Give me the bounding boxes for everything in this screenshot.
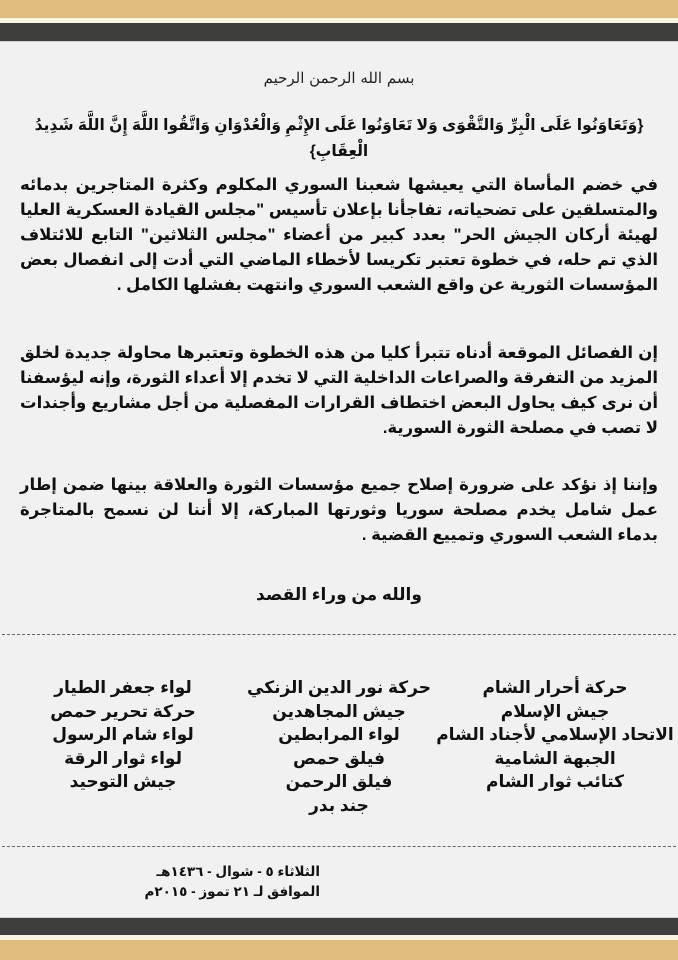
date-gregorian: الموافق لـ ٢١ تموز - ٢٠١٥م: [144, 884, 320, 899]
signatory: جيش المجاهدين: [272, 701, 406, 721]
signatory: الاتحاد الإسلامي لأجناد الشام: [436, 725, 674, 744]
signatory: كتائب ثوار الشام: [485, 772, 625, 791]
signatory: لواء ثوار الرقة: [64, 748, 182, 768]
signatories-column-right: [436, 676, 674, 794]
dashed-divider-bottom: [2, 846, 676, 847]
bottom-gold-band: [0, 940, 678, 960]
signatory: جيش الإسلام: [500, 701, 610, 721]
paragraph-1: في خضم المأساة التي يعيشها شعبنا السوري المكلوم وكثرة المتاجرين بدمائه والمتسلقين على تضحياته، تفاجأنا بإعلان تأسيس "مجلس القيادة العسكرية العليا لهيئة أركان الجيش الحر" بعدد كبير من أعضاء "مجلس الثلاثين" التابع للائتلاف الذي تم حله، في خطوة تعتبر تكريسا لأخطاء الماضي التي أدت إلى انفصال بعض المؤسسات الثورية عن واقع الشعب السوري وانتهت بفشلها الكامل .: [20, 176, 658, 294]
basmala-text: بسم الله الرحمن الرحيم: [263, 69, 415, 87]
signatory: لواء شام الرسول: [52, 725, 194, 744]
signatories-column-middle: [234, 676, 444, 817]
basmala-calligraphy: [0, 68, 678, 88]
signatory: حركة نور الدين الزنكي: [247, 678, 431, 697]
paragraph-2: إن الفصائل الموقعة أدناه تتبرأ كليا من هذه الخطوة وتعتبرها محاولة جديدة لخلق المزيد من التفرقة والصراعات الداخلية التي لا تخدم إلا أعداء الثورة، وإنه ليؤسفنا أن نرى كيف يحاول البعض اختطاف القرارات المفصلية من أجل مشاريع وأجندات لا تصب في مصلحة الثورة السورية.: [20, 344, 658, 437]
paragraph-3: وإننا إذ نؤكد على ضرورة إصلاح جميع مؤسسات الثورة والعلاقة بينها ضمن إطار عمل شامل يخدم مصلحة سوريا وثورتها المباركة، إلا أننا لن نسمح بالمتاجرة بدماء الشعب السوري وتمييع القضية .: [20, 476, 658, 544]
signatory: حركة تحرير حمص: [50, 701, 196, 721]
dashed-divider-top: [2, 634, 676, 635]
signatories-block: [0, 676, 678, 841]
signatory: جند بدر: [309, 795, 369, 815]
top-dark-band: [0, 23, 678, 42]
signatory: جيش التوحيد: [69, 772, 177, 791]
signatory: لواء المرابطين: [278, 725, 400, 744]
closing-phrase: والله من وراء القصد: [256, 585, 422, 604]
date-hijri: الثلاثاء ٥ - شوال - ١٤٣٦هـ: [156, 864, 320, 879]
signatory: فيلق الرحمن: [285, 772, 393, 791]
signatory: حركة أحرار الشام: [482, 678, 628, 697]
top-gold-band: [0, 0, 678, 18]
bottom-dark-band: [0, 917, 678, 935]
signatory: فيلق حمص: [293, 748, 385, 768]
signatory: الجبهة الشامية: [494, 748, 616, 768]
signatory: لواء جعفر الطيار: [54, 678, 192, 697]
date-block: [20, 862, 320, 902]
quran-verse: {وَتَعَاوَنُوا عَلَى الْبِرِّ وَالتَّقْوَى وَلا تَعَاوَنُوا عَلَى الإِثْمِ وَالْعُدْوَانِ وَاتَّقُوا اللَّهَ إِنَّ اللَّهَ شَدِيدُ الْعِقَابِ}: [34, 117, 644, 160]
signatories-column-left: [18, 676, 228, 794]
